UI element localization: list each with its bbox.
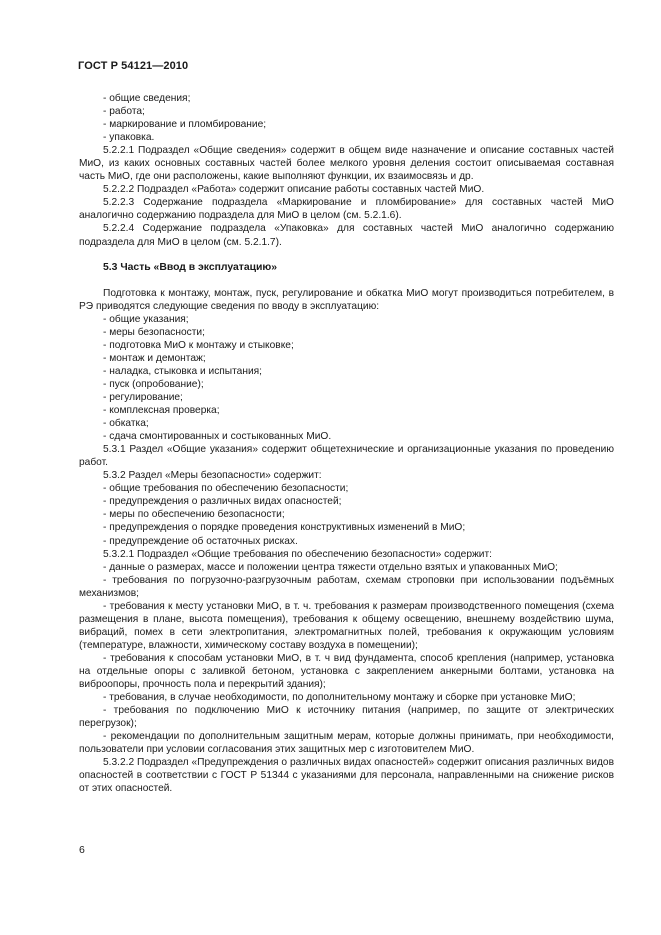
list-item: - подготовка МиО к монтажу и стыковке;: [103, 339, 294, 351]
paragraph: 5.2.2.3 Содержание подраздела «Маркирование и пломбирование» для составных частей МиО аналогично содержанию подраздела для МиО в целом (см. 5.2.1.6).: [79, 197, 614, 222]
section-heading: 5.3 Часть «Ввод в эксплуатацию»: [103, 261, 278, 273]
list-item: - сдача смонтированных и состыкованных МиО.: [103, 431, 332, 443]
list-item: - общие сведения;: [103, 93, 191, 104]
list-item: - данные о размерах, массе и положении центра тяжести отдельно взятых и упакованных МиО;: [103, 561, 558, 573]
paragraph: - требования к способам установки МиО, в т. ч вид фундамента, способ крепления (например, установка на отдельные опоры с заливкой бетоном, установка с закреплением анкерными болтами, установка на виброопоры, прочность пола и перекрытий здания);: [79, 652, 614, 691]
paragraph: 5.3.2 Раздел «Меры безопасности» содержит:: [103, 470, 322, 482]
list-item: - меры безопасности;: [103, 326, 205, 338]
list-item: - упаковка.: [103, 132, 155, 144]
paragraph: - рекомендации по дополнительным защитным мерам, которые должны принимать, при необходимости, пользователи при условии согласования этих защитных мер с изготовителем МиО.: [79, 731, 614, 756]
list-item: - регулирование;: [103, 391, 183, 403]
list-item: - пуск (опробование);: [103, 378, 204, 390]
paragraph: - требования к месту установки МиО, в т. ч. требования к размерам производственного помещения (схема размещения в плане, высота помещения), требования к общему освещению, внешнему воздействию шума, вибраций, помех в сети электропитания, электромагнитных полей, требования к окружающим условиям (температуре, влажности, химическому составу воздуха в помещении);: [79, 600, 614, 651]
paragraph: 5.2.2.1 Подраздел «Общие сведения» содержит в общем виде назначение и описание составных частей МиО, из каких основных составных частей более мелкого уровня деления состоит описываемая составная часть МиО, где они расположены, какие выполняют функции, их взаимосвязь и др.: [79, 145, 614, 183]
list-item: - наладка, стыковка и испытания;: [103, 365, 263, 377]
document-body: [79, 92, 614, 795]
list-item: - монтаж и демонтаж;: [103, 352, 206, 364]
list-item: - комплексная проверка;: [103, 405, 220, 417]
paragraph: - требования по погрузочно-разгрузочным работам, схемам строповки при использовании подъёмных механизмов;: [79, 574, 614, 599]
list-item: - предупреждения о различных видах опасностей;: [103, 496, 342, 508]
paragraph: - требования, в случае необходимости, по дополнительному монтажу и сборке при установке МиО;: [103, 692, 576, 704]
paragraph: - требования по подключению МиО к источнику питания (например, по защите от электрических перегрузок);: [79, 705, 614, 730]
list-item: - предупреждение об остаточных рисках.: [103, 535, 298, 547]
paragraph: 5.2.2.2 Подраздел «Работа» содержит описание работы составных частей МиО.: [103, 184, 485, 196]
list-item: - меры по обеспечению безопасности;: [103, 509, 285, 521]
list-item: - маркирование и пломбирование;: [103, 119, 267, 131]
paragraph: 5.3.1 Раздел «Общие указания» содержит общетехнические и организационные указания по проведению работ.: [79, 444, 614, 469]
list-item: - общие указания;: [103, 313, 189, 325]
list-item: - общие требования по обеспечению безопасности;: [103, 483, 349, 495]
list-item: - обкатка;: [103, 418, 149, 430]
running-header: ГОСТ Р 54121—2010: [78, 60, 189, 72]
list-item: - предупреждения о порядке проведения конструктивных изменений в МиО;: [103, 522, 466, 534]
page-number: 6: [79, 844, 85, 856]
paragraph: Подготовка к монтажу, монтаж, пуск, регулирование и обкатка МиО могут производиться потребителем, в РЭ приводятся следующие сведения по вводу в эксплуатацию:: [79, 287, 614, 312]
list-item: - работа;: [103, 106, 145, 118]
paragraph: 5.2.2.4 Содержание подраздела «Упаковка» для составных частей МиО аналогично содержанию подраздела для МиО в целом (см. 5.2.1.7).: [79, 223, 614, 248]
paragraph: 5.3.2.2 Подраздел «Предупреждения о различных видах опасностей» содержит описания различных видов опасностей в соответствии с ГОСТ Р 51344 с указаниями для персонала, направленными на снижение рисков от этих опасностей.: [79, 757, 614, 795]
paragraph: 5.3.2.1 Подраздел «Общие требования по обеспечению безопасности» содержит:: [103, 548, 492, 560]
